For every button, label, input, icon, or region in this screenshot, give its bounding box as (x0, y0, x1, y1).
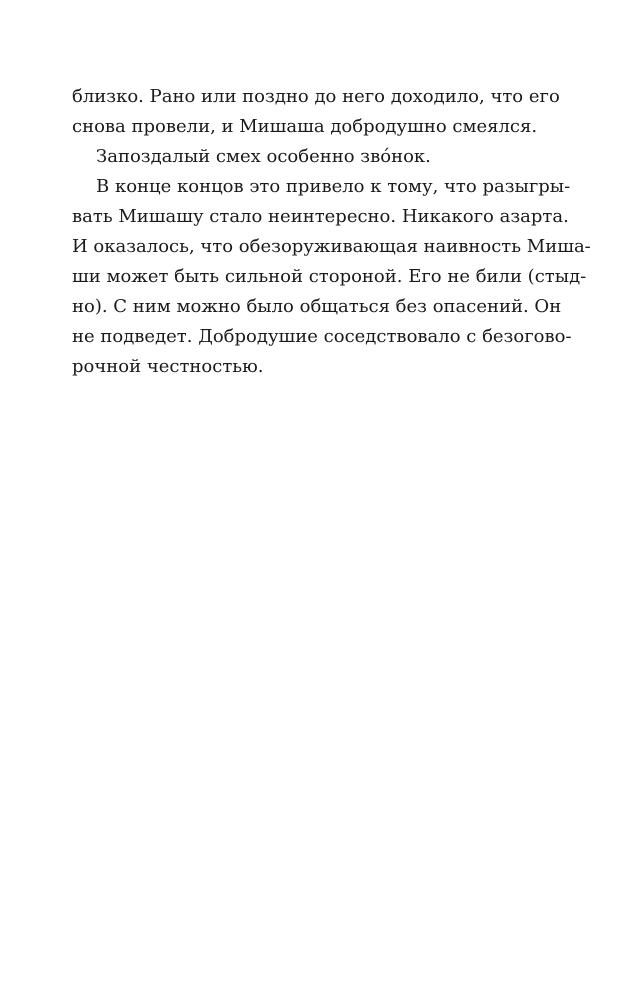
text-line: снова провели, и Мишаша добродушно смеялся. (72, 116, 538, 137)
text-line: вать Мишашу стало неинтересно. Никакого азарта. (72, 206, 569, 227)
text-line: не подведет. Добродушие соседствовало с безогово- (72, 326, 572, 347)
text-line: Запоздалый смех особенно звóнок. (96, 146, 431, 167)
text-line: близко. Рано или поздно до него доходило, что его (72, 86, 560, 107)
text-line: ши может быть сильной стороной. Его не били (стыд- (72, 266, 587, 287)
text-line: И оказалось, что обезоруживающая наивность Миша- (72, 236, 591, 257)
text-line: В конце концов это привело к тому, что разыгры- (96, 176, 571, 197)
text-line: рочной честностью. (72, 356, 264, 377)
text-line: но). С ним можно было общаться без опасений. Он (72, 296, 562, 317)
page-text (72, 82, 591, 382)
